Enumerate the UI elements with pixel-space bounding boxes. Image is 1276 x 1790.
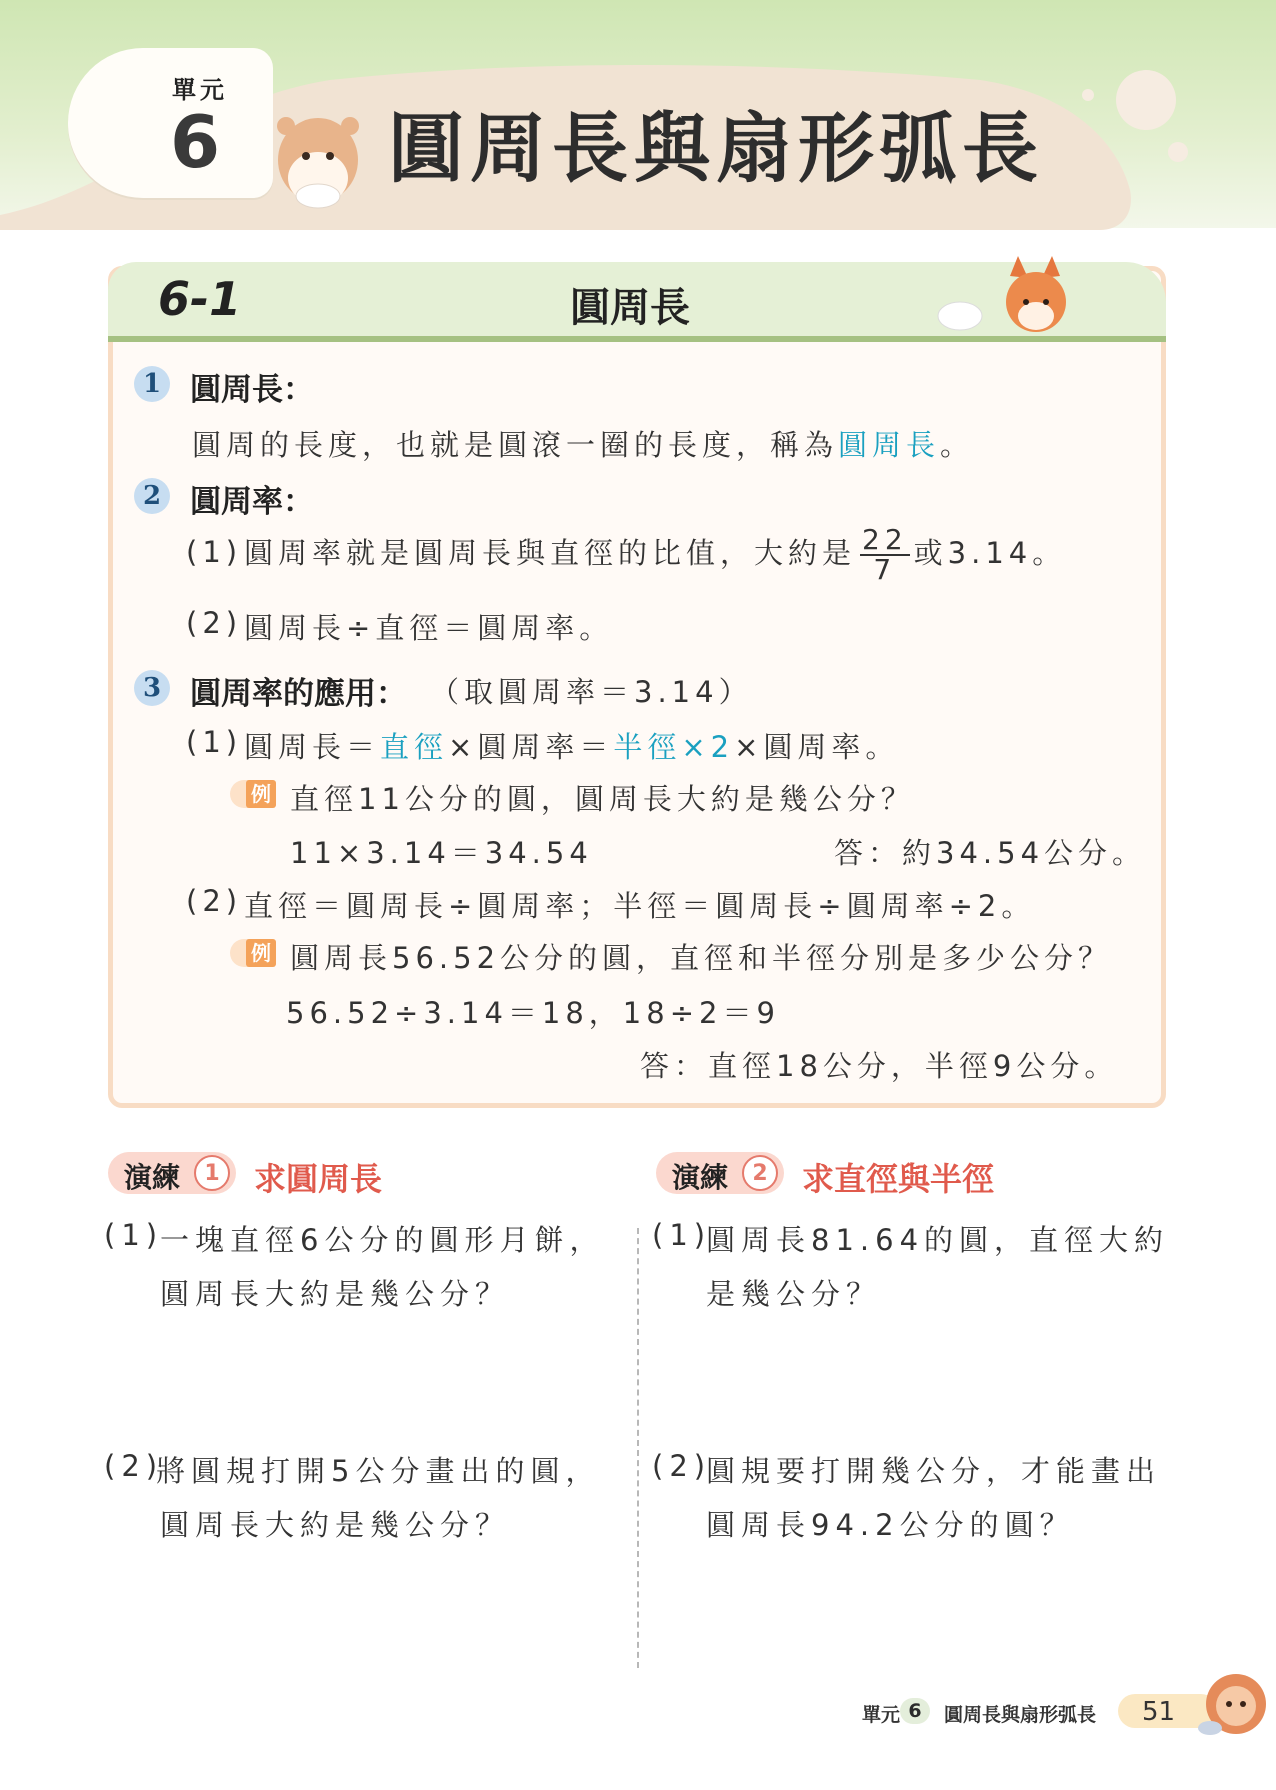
item-text: 圓周率就是圓周長與直徑的比值，大約是 $\frac{22}{7}$ 或3.14。 xyxy=(244,523,1067,586)
example-badge: 例 xyxy=(246,780,276,808)
point-title: 圓周率的應用： xyxy=(190,676,407,712)
item-text: 直徑＝圓周長÷圓周率；半徑＝圓周長÷圓周率÷2。 xyxy=(244,889,1036,923)
point-text: 圓周的長度，也就是圓滾一圈的長度，稱為圓周長。 xyxy=(192,428,975,462)
section-number: 6-1 xyxy=(158,272,242,326)
point-title: 圓周率： xyxy=(190,484,314,520)
question-text: 將圓規打開5公分畫出的圓， xyxy=(156,1454,601,1488)
question-label: (1) xyxy=(104,1218,164,1252)
point-badge: 3 xyxy=(134,670,170,706)
point-title: 圓周長： xyxy=(190,372,314,408)
practice-number: 2 xyxy=(742,1155,778,1191)
question-label: (2) xyxy=(104,1449,164,1483)
item-text: 圓周長÷直徑＝圓周率。 xyxy=(244,611,614,645)
question-text: 圓周長94.2公分的圓？ xyxy=(706,1508,1075,1542)
example-question: 直徑11公分的圓，圓周長大約是幾公分？ xyxy=(290,782,915,816)
practice-title: 求直徑與半徑 xyxy=(802,1160,995,1198)
example-work: 11×3.14＝34.54 xyxy=(290,836,593,870)
column-divider xyxy=(637,1228,639,1668)
point-note: （取圓周率＝3.14） xyxy=(430,675,753,709)
practice-label: 演練 xyxy=(124,1161,181,1194)
fox-mascot-icon xyxy=(930,256,1080,336)
example-answer: 答：約34.54公分。 xyxy=(834,836,1147,870)
item-label: (2) xyxy=(186,606,243,640)
unit-title: 圓周長與扇形弧長 xyxy=(388,104,1044,193)
footer-unit: 單元 圓周長與扇形弧長 xyxy=(862,1704,1097,1726)
unit-label: 單元 xyxy=(172,76,228,104)
example-badge: 例 xyxy=(246,939,276,967)
example-answer: 答：直徑18公分，半徑9公分。 xyxy=(640,1049,1119,1083)
point-badge: 2 xyxy=(134,478,170,514)
unit-number: 6 xyxy=(170,100,221,184)
question-text: 一塊直徑6公分的圓形月餅， xyxy=(160,1223,605,1257)
practice-number: 1 xyxy=(194,1155,230,1191)
question-text: 圓周長81.64的圓，直徑大約 xyxy=(706,1223,1170,1257)
item-text: 圓周長＝直徑×圓周率＝半徑×2×圓周率。 xyxy=(244,730,900,764)
practice-title: 求圓周長 xyxy=(254,1160,383,1198)
question-text: 圓周長大約是幾公分？ xyxy=(160,1277,511,1311)
lion-mascot-icon xyxy=(1196,1668,1270,1742)
item-label: (1) xyxy=(186,535,243,569)
point-badge: 1 xyxy=(134,366,170,402)
practice-label: 演練 xyxy=(672,1161,729,1194)
page-number: 51 xyxy=(1142,1697,1176,1727)
example-work: 56.52÷3.14＝18，18÷2＝9 xyxy=(286,996,780,1030)
item-label: (1) xyxy=(186,725,243,759)
question-label: (2) xyxy=(652,1449,712,1483)
example-question: 圓周長56.52公分的圓，直徑和半徑分別是多少公分？ xyxy=(290,941,1113,975)
fraction-22-over-7: $\frac{22}{7}$ xyxy=(862,523,908,586)
question-text: 圓周長大約是幾公分？ xyxy=(160,1508,511,1542)
footer-unit-number: 6 xyxy=(900,1698,930,1724)
question-text: 是幾公分？ xyxy=(706,1277,882,1311)
hamster-mascot-icon xyxy=(272,100,364,210)
question-label: (1) xyxy=(652,1218,712,1252)
item-label: (2) xyxy=(186,884,243,918)
question-text: 圓規要打開幾公分，才能畫出 xyxy=(706,1454,1162,1488)
section-title: 圓周長 xyxy=(570,285,690,331)
